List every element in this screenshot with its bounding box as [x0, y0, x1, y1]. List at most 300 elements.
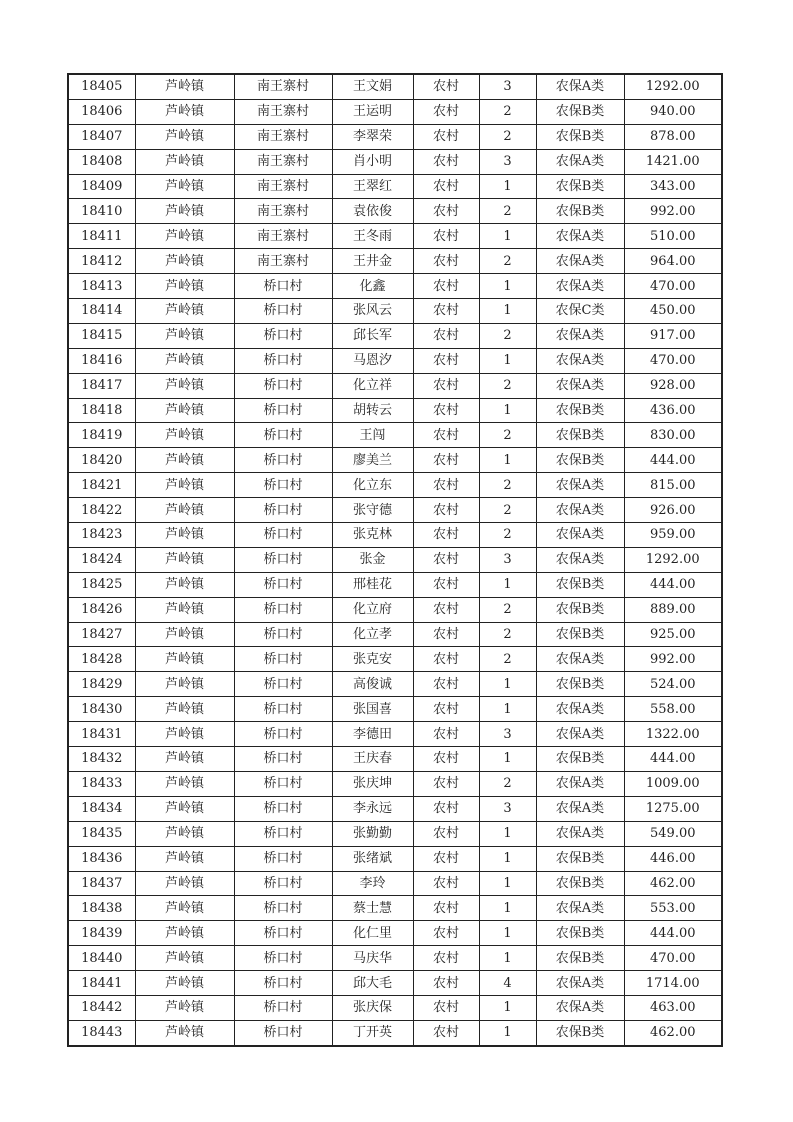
cell-area-type: 农村: [413, 448, 479, 473]
table-row: [68, 323, 722, 348]
cell-amount: 549.00: [624, 821, 722, 846]
table-row: [68, 448, 722, 473]
cell-insurance-category: 农保B类: [536, 622, 624, 647]
cell-insurance-category: 农保B类: [536, 99, 624, 124]
cell-town: 芦岭镇: [135, 747, 234, 772]
cell-insurance-category: 农保B类: [536, 672, 624, 697]
cell-record-id: 18418: [68, 398, 135, 423]
cell-household-size: 2: [479, 498, 536, 523]
cell-town: 芦岭镇: [135, 224, 234, 249]
cell-insurance-category: 农保A类: [536, 971, 624, 996]
cell-town: 芦岭镇: [135, 946, 234, 971]
cell-amount: 510.00: [624, 224, 722, 249]
cell-village: 桥口村: [234, 796, 332, 821]
cell-household-size: 1: [479, 946, 536, 971]
cell-insurance-category: 农保B类: [536, 572, 624, 597]
cell-town: 芦岭镇: [135, 498, 234, 523]
cell-record-id: 18421: [68, 473, 135, 498]
table-row: [68, 224, 722, 249]
cell-record-id: 18443: [68, 1020, 135, 1045]
cell-area-type: 农村: [413, 921, 479, 946]
cell-town: 芦岭镇: [135, 473, 234, 498]
cell-amount: 470.00: [624, 348, 722, 373]
cell-household-size: 2: [479, 99, 536, 124]
cell-record-id: 18422: [68, 498, 135, 523]
cell-area-type: 农村: [413, 473, 479, 498]
cell-village: 桥口村: [234, 622, 332, 647]
cell-record-id: 18410: [68, 199, 135, 224]
cell-area-type: 农村: [413, 398, 479, 423]
cell-record-id: 18430: [68, 697, 135, 722]
cell-insurance-category: 农保B类: [536, 398, 624, 423]
cell-insurance-category: 农保A类: [536, 821, 624, 846]
cell-record-id: 18417: [68, 373, 135, 398]
cell-household-size: 2: [479, 373, 536, 398]
cell-town: 芦岭镇: [135, 398, 234, 423]
cell-name: 王庆春: [332, 747, 413, 772]
cell-village: 桥口村: [234, 523, 332, 548]
cell-record-id: 18415: [68, 323, 135, 348]
cell-amount: 889.00: [624, 597, 722, 622]
table-row: [68, 149, 722, 174]
cell-town: 芦岭镇: [135, 99, 234, 124]
cell-insurance-category: 农保A类: [536, 697, 624, 722]
cell-village: 桥口村: [234, 323, 332, 348]
cell-village: 桥口村: [234, 771, 332, 796]
cell-name: 李玲: [332, 871, 413, 896]
table-row: [68, 473, 722, 498]
cell-record-id: 18441: [68, 971, 135, 996]
cell-household-size: 2: [479, 622, 536, 647]
cell-area-type: 农村: [413, 74, 479, 99]
cell-household-size: 3: [479, 547, 536, 572]
cell-amount: 830.00: [624, 423, 722, 448]
cell-area-type: 农村: [413, 647, 479, 672]
cell-village: 南王寨村: [234, 99, 332, 124]
cell-area-type: 农村: [413, 323, 479, 348]
cell-amount: 462.00: [624, 871, 722, 896]
cell-village: 桥口村: [234, 398, 332, 423]
cell-household-size: 1: [479, 299, 536, 324]
cell-name: 胡转云: [332, 398, 413, 423]
cell-insurance-category: 农保A类: [536, 995, 624, 1020]
cell-record-id: 18429: [68, 672, 135, 697]
table-row: [68, 547, 722, 572]
cell-village: 南王寨村: [234, 174, 332, 199]
cell-name: 邱大毛: [332, 971, 413, 996]
cell-insurance-category: 农保B类: [536, 1020, 624, 1045]
cell-name: 王井金: [332, 249, 413, 274]
cell-record-id: 18416: [68, 348, 135, 373]
cell-record-id: 18433: [68, 771, 135, 796]
cell-area-type: 农村: [413, 846, 479, 871]
cell-amount: 436.00: [624, 398, 722, 423]
cell-household-size: 1: [479, 846, 536, 871]
cell-village: 桥口村: [234, 821, 332, 846]
cell-household-size: 1: [479, 821, 536, 846]
table-row: [68, 821, 722, 846]
cell-household-size: 3: [479, 722, 536, 747]
cell-record-id: 18435: [68, 821, 135, 846]
cell-name: 化立孝: [332, 622, 413, 647]
cell-area-type: 农村: [413, 124, 479, 149]
table-row: [68, 697, 722, 722]
table-row: [68, 523, 722, 548]
cell-village: 桥口村: [234, 971, 332, 996]
cell-amount: 450.00: [624, 299, 722, 324]
cell-village: 桥口村: [234, 274, 332, 299]
cell-town: 芦岭镇: [135, 299, 234, 324]
cell-name: 王翠红: [332, 174, 413, 199]
cell-record-id: 18419: [68, 423, 135, 448]
cell-amount: 926.00: [624, 498, 722, 523]
table-row: [68, 74, 722, 99]
cell-town: 芦岭镇: [135, 523, 234, 548]
cell-town: 芦岭镇: [135, 572, 234, 597]
cell-household-size: 2: [479, 647, 536, 672]
cell-area-type: 农村: [413, 946, 479, 971]
cell-village: 桥口村: [234, 1020, 332, 1045]
table-row: [68, 796, 722, 821]
table-row: [68, 299, 722, 324]
cell-name: 李德田: [332, 722, 413, 747]
cell-amount: 815.00: [624, 473, 722, 498]
cell-amount: 878.00: [624, 124, 722, 149]
cell-insurance-category: 农保B类: [536, 871, 624, 896]
cell-name: 张绪斌: [332, 846, 413, 871]
cell-area-type: 农村: [413, 224, 479, 249]
cell-amount: 558.00: [624, 697, 722, 722]
cell-village: 南王寨村: [234, 249, 332, 274]
cell-name: 邢桂花: [332, 572, 413, 597]
cell-household-size: 3: [479, 796, 536, 821]
cell-insurance-category: 农保A类: [536, 547, 624, 572]
cell-village: 桥口村: [234, 423, 332, 448]
cell-town: 芦岭镇: [135, 124, 234, 149]
cell-area-type: 农村: [413, 199, 479, 224]
cell-village: 桥口村: [234, 373, 332, 398]
cell-area-type: 农村: [413, 99, 479, 124]
cell-village: 桥口村: [234, 448, 332, 473]
cell-insurance-category: 农保B类: [536, 747, 624, 772]
cell-village: 南王寨村: [234, 149, 332, 174]
cell-name: 张庆保: [332, 995, 413, 1020]
table-row: [68, 946, 722, 971]
cell-town: 芦岭镇: [135, 971, 234, 996]
cell-name: 化立祥: [332, 373, 413, 398]
cell-area-type: 农村: [413, 796, 479, 821]
cell-area-type: 农村: [413, 149, 479, 174]
cell-village: 桥口村: [234, 299, 332, 324]
cell-town: 芦岭镇: [135, 547, 234, 572]
cell-area-type: 农村: [413, 597, 479, 622]
cell-amount: 1292.00: [624, 74, 722, 99]
cell-amount: 553.00: [624, 896, 722, 921]
table-row: [68, 647, 722, 672]
cell-amount: 463.00: [624, 995, 722, 1020]
cell-household-size: 2: [479, 597, 536, 622]
cell-town: 芦岭镇: [135, 896, 234, 921]
cell-name: 马庆华: [332, 946, 413, 971]
cell-record-id: 18411: [68, 224, 135, 249]
cell-village: 桥口村: [234, 572, 332, 597]
cell-town: 芦岭镇: [135, 672, 234, 697]
cell-area-type: 农村: [413, 299, 479, 324]
cell-household-size: 1: [479, 224, 536, 249]
cell-area-type: 农村: [413, 672, 479, 697]
cell-record-id: 18434: [68, 796, 135, 821]
cell-name: 王闯: [332, 423, 413, 448]
cell-name: 马恩汐: [332, 348, 413, 373]
cell-household-size: 2: [479, 771, 536, 796]
cell-town: 芦岭镇: [135, 871, 234, 896]
cell-record-id: 18426: [68, 597, 135, 622]
cell-household-size: 1: [479, 448, 536, 473]
cell-record-id: 18414: [68, 299, 135, 324]
cell-amount: 524.00: [624, 672, 722, 697]
cell-record-id: 18437: [68, 871, 135, 896]
table-row: [68, 995, 722, 1020]
cell-amount: 444.00: [624, 747, 722, 772]
cell-town: 芦岭镇: [135, 821, 234, 846]
cell-insurance-category: 农保B类: [536, 448, 624, 473]
cell-village: 桥口村: [234, 672, 332, 697]
table-row: [68, 1020, 722, 1045]
cell-village: 桥口村: [234, 547, 332, 572]
cell-village: 桥口村: [234, 597, 332, 622]
table-row: [68, 921, 722, 946]
cell-amount: 444.00: [624, 448, 722, 473]
table-row: [68, 597, 722, 622]
cell-record-id: 18420: [68, 448, 135, 473]
cell-name: 王冬雨: [332, 224, 413, 249]
cell-amount: 992.00: [624, 199, 722, 224]
cell-village: 桥口村: [234, 647, 332, 672]
cell-village: 桥口村: [234, 846, 332, 871]
cell-area-type: 农村: [413, 871, 479, 896]
cell-area-type: 农村: [413, 995, 479, 1020]
cell-town: 芦岭镇: [135, 622, 234, 647]
cell-insurance-category: 农保A类: [536, 771, 624, 796]
cell-town: 芦岭镇: [135, 647, 234, 672]
cell-area-type: 农村: [413, 249, 479, 274]
cell-area-type: 农村: [413, 722, 479, 747]
cell-household-size: 2: [479, 199, 536, 224]
cell-village: 桥口村: [234, 747, 332, 772]
cell-record-id: 18408: [68, 149, 135, 174]
cell-village: 桥口村: [234, 946, 332, 971]
cell-village: 桥口村: [234, 697, 332, 722]
cell-town: 芦岭镇: [135, 921, 234, 946]
cell-town: 芦岭镇: [135, 348, 234, 373]
table-row: [68, 747, 722, 772]
cell-household-size: 1: [479, 871, 536, 896]
cell-town: 芦岭镇: [135, 448, 234, 473]
cell-town: 芦岭镇: [135, 995, 234, 1020]
cell-household-size: 1: [479, 697, 536, 722]
cell-town: 芦岭镇: [135, 373, 234, 398]
cell-household-size: 4: [479, 971, 536, 996]
cell-insurance-category: 农保A类: [536, 647, 624, 672]
cell-area-type: 农村: [413, 771, 479, 796]
cell-record-id: 18424: [68, 547, 135, 572]
cell-record-id: 18413: [68, 274, 135, 299]
cell-amount: 343.00: [624, 174, 722, 199]
cell-name: 李翠荣: [332, 124, 413, 149]
cell-record-id: 18409: [68, 174, 135, 199]
cell-insurance-category: 农保A类: [536, 149, 624, 174]
cell-record-id: 18431: [68, 722, 135, 747]
table-body: [68, 74, 722, 1046]
cell-insurance-category: 农保B类: [536, 423, 624, 448]
cell-amount: 444.00: [624, 572, 722, 597]
cell-town: 芦岭镇: [135, 1020, 234, 1045]
cell-area-type: 农村: [413, 523, 479, 548]
cell-town: 芦岭镇: [135, 771, 234, 796]
cell-record-id: 18438: [68, 896, 135, 921]
cell-amount: 959.00: [624, 523, 722, 548]
cell-town: 芦岭镇: [135, 597, 234, 622]
cell-name: 肖小明: [332, 149, 413, 174]
table-row: [68, 896, 722, 921]
cell-area-type: 农村: [413, 1020, 479, 1045]
cell-name: 王文娟: [332, 74, 413, 99]
cell-household-size: 3: [479, 74, 536, 99]
cell-name: 张庆坤: [332, 771, 413, 796]
records-table: [67, 73, 723, 1047]
table-row: [68, 871, 722, 896]
cell-area-type: 农村: [413, 821, 479, 846]
cell-name: 张金: [332, 547, 413, 572]
cell-area-type: 农村: [413, 274, 479, 299]
cell-household-size: 2: [479, 323, 536, 348]
cell-household-size: 1: [479, 921, 536, 946]
cell-town: 芦岭镇: [135, 274, 234, 299]
cell-household-size: 1: [479, 398, 536, 423]
cell-insurance-category: 农保A类: [536, 722, 624, 747]
table-row: [68, 771, 722, 796]
cell-name: 邱长军: [332, 323, 413, 348]
cell-area-type: 农村: [413, 747, 479, 772]
cell-household-size: 2: [479, 523, 536, 548]
table-row: [68, 174, 722, 199]
cell-town: 芦岭镇: [135, 796, 234, 821]
cell-record-id: 18428: [68, 647, 135, 672]
cell-area-type: 农村: [413, 572, 479, 597]
cell-area-type: 农村: [413, 622, 479, 647]
cell-amount: 1292.00: [624, 547, 722, 572]
cell-record-id: 18412: [68, 249, 135, 274]
cell-insurance-category: 农保B类: [536, 174, 624, 199]
cell-amount: 1275.00: [624, 796, 722, 821]
cell-village: 南王寨村: [234, 199, 332, 224]
cell-record-id: 18436: [68, 846, 135, 871]
cell-name: 化立府: [332, 597, 413, 622]
cell-town: 芦岭镇: [135, 149, 234, 174]
table-row: [68, 572, 722, 597]
cell-household-size: 3: [479, 149, 536, 174]
table-row: [68, 373, 722, 398]
cell-name: 蔡士慧: [332, 896, 413, 921]
cell-name: 张国喜: [332, 697, 413, 722]
cell-insurance-category: 农保A类: [536, 323, 624, 348]
cell-amount: 1009.00: [624, 771, 722, 796]
cell-insurance-category: 农保A类: [536, 523, 624, 548]
cell-record-id: 18405: [68, 74, 135, 99]
cell-insurance-category: 农保A类: [536, 473, 624, 498]
cell-record-id: 18427: [68, 622, 135, 647]
cell-village: 桥口村: [234, 871, 332, 896]
cell-village: 南王寨村: [234, 224, 332, 249]
cell-insurance-category: 农保B类: [536, 846, 624, 871]
cell-insurance-category: 农保A类: [536, 896, 624, 921]
cell-area-type: 农村: [413, 174, 479, 199]
table-row: [68, 348, 722, 373]
cell-amount: 964.00: [624, 249, 722, 274]
cell-name: 袁依俊: [332, 199, 413, 224]
cell-insurance-category: 农保C类: [536, 299, 624, 324]
cell-record-id: 18407: [68, 124, 135, 149]
cell-insurance-category: 农保B类: [536, 921, 624, 946]
table-row: [68, 498, 722, 523]
cell-area-type: 农村: [413, 697, 479, 722]
table-row: [68, 622, 722, 647]
cell-name: 张勤勤: [332, 821, 413, 846]
cell-insurance-category: 农保A类: [536, 498, 624, 523]
table-row: [68, 672, 722, 697]
cell-amount: 444.00: [624, 921, 722, 946]
cell-area-type: 农村: [413, 348, 479, 373]
cell-name: 化立东: [332, 473, 413, 498]
cell-amount: 446.00: [624, 846, 722, 871]
cell-village: 桥口村: [234, 995, 332, 1020]
table-row: [68, 846, 722, 871]
cell-record-id: 18423: [68, 523, 135, 548]
cell-town: 芦岭镇: [135, 697, 234, 722]
cell-name: 化鑫: [332, 274, 413, 299]
cell-town: 芦岭镇: [135, 199, 234, 224]
cell-household-size: 2: [479, 124, 536, 149]
cell-village: 桥口村: [234, 473, 332, 498]
cell-amount: 992.00: [624, 647, 722, 672]
cell-village: 南王寨村: [234, 74, 332, 99]
cell-amount: 917.00: [624, 323, 722, 348]
cell-area-type: 农村: [413, 498, 479, 523]
cell-amount: 928.00: [624, 373, 722, 398]
cell-record-id: 18432: [68, 747, 135, 772]
cell-insurance-category: 农保A类: [536, 249, 624, 274]
cell-insurance-category: 农保A类: [536, 74, 624, 99]
cell-name: 张守德: [332, 498, 413, 523]
cell-village: 桥口村: [234, 498, 332, 523]
cell-household-size: 1: [479, 995, 536, 1020]
cell-insurance-category: 农保B类: [536, 597, 624, 622]
cell-household-size: 1: [479, 747, 536, 772]
cell-insurance-category: 农保B类: [536, 199, 624, 224]
cell-record-id: 18442: [68, 995, 135, 1020]
cell-area-type: 农村: [413, 423, 479, 448]
cell-record-id: 18425: [68, 572, 135, 597]
cell-household-size: 1: [479, 896, 536, 921]
cell-record-id: 18439: [68, 921, 135, 946]
cell-town: 芦岭镇: [135, 74, 234, 99]
cell-amount: 1322.00: [624, 722, 722, 747]
cell-household-size: 2: [479, 249, 536, 274]
cell-town: 芦岭镇: [135, 846, 234, 871]
table-row: [68, 199, 722, 224]
cell-amount: 470.00: [624, 946, 722, 971]
cell-insurance-category: 农保A类: [536, 348, 624, 373]
